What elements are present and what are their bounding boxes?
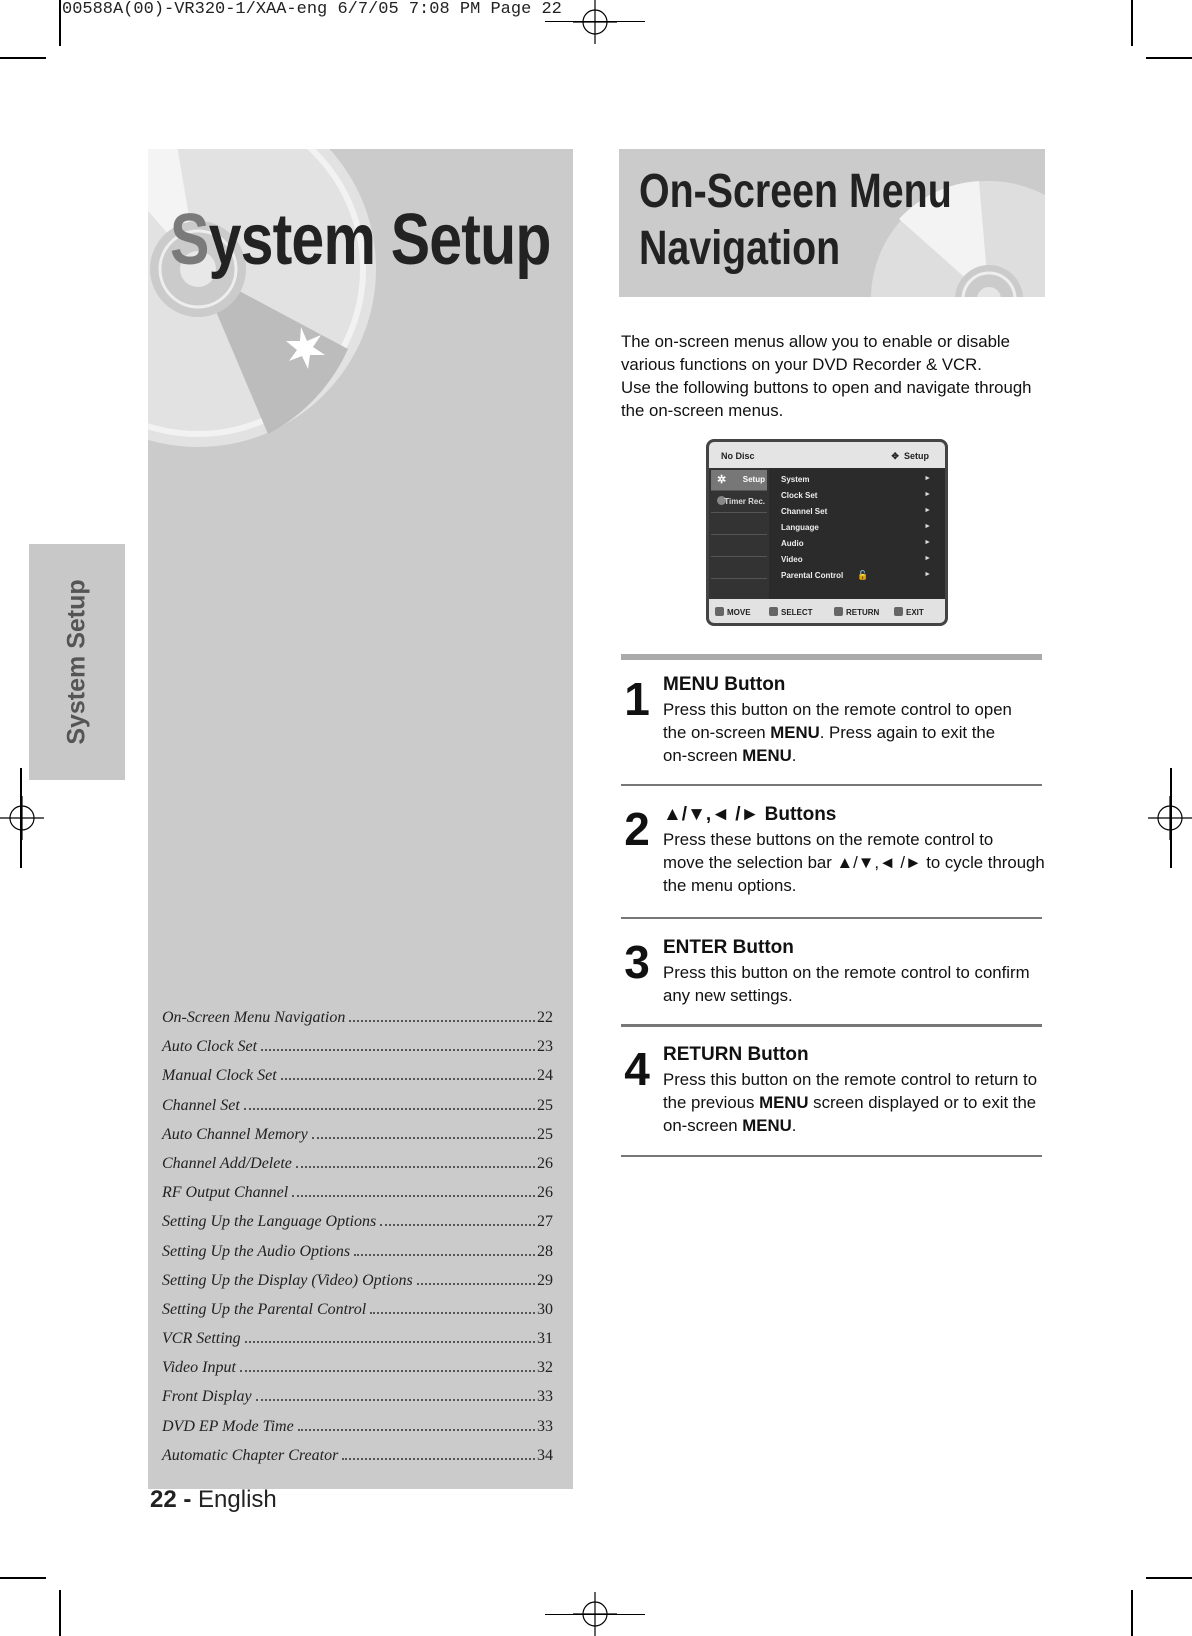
chapter-title [170, 199, 551, 281]
menu-footer-bar [709, 599, 945, 623]
menu-tab-timer[interactable]: Timer Rec. [711, 492, 767, 513]
registration-line [1170, 768, 1172, 868]
menu-item[interactable]: Audio ► [781, 539, 931, 548]
menu-tab-empty [711, 580, 767, 601]
arrow-right-icon: ► [924, 539, 931, 546]
enter-button-icon [769, 607, 778, 616]
move-button-icon [715, 607, 724, 616]
toc-entry[interactable]: Auto Channel Memory 25 [162, 1125, 553, 1143]
print-slug: 00588A(00)-VR320-1/XAA-eng 6/7/05 7:08 PM Page 22 [62, 0, 562, 19]
crop-mark [1131, 1590, 1133, 1636]
section-title-line2: Navigation [639, 222, 841, 275]
arrow-right-icon: ► [924, 571, 931, 578]
step-description: Press this button on the remote control to confirm any new settings. [663, 963, 1030, 1005]
registration-line [545, 1614, 645, 1615]
step-description: Press this button on the remote control to open the on-screen MENU. Press again to exit the on-screen MENU. [663, 700, 1012, 765]
arrow-right-icon: ► [924, 555, 931, 562]
arrow-right-icon: ► [924, 475, 931, 482]
menu-left-tabs [709, 468, 769, 599]
gear-icon: ✲ [717, 474, 727, 486]
side-tab-label: System Setup [62, 579, 91, 745]
exit-button-icon [894, 607, 903, 616]
toc-entry[interactable]: Setting Up the Parental Control 30 [162, 1300, 553, 1318]
step-divider [621, 1155, 1042, 1157]
step-number: 2 [624, 803, 650, 855]
page-language: English [198, 1486, 277, 1513]
registration-line [20, 768, 22, 868]
section-title [639, 163, 952, 277]
step-number: 3 [624, 936, 650, 988]
footer-return: RETURN [834, 607, 879, 617]
footer-select: SELECT [769, 607, 813, 617]
registration-mark-icon [573, 0, 617, 44]
menu-screenshot [706, 439, 948, 626]
crop-mark [1146, 1577, 1192, 1579]
toc-entry[interactable]: Channel Add/Delete 26 [162, 1154, 553, 1172]
toc-entry[interactable]: Channel Set 25 [162, 1096, 553, 1114]
menu-tab-setup[interactable]: ✲ Setup [711, 470, 767, 491]
chapter-title-initial: S [170, 200, 209, 280]
crop-mark [0, 1577, 46, 1579]
crop-mark [1131, 0, 1133, 46]
disc-status: No Disc [721, 451, 755, 461]
menu-item[interactable]: System ► [781, 475, 931, 484]
step-heading: RETURN Button [663, 1044, 809, 1065]
toc-entry[interactable]: Setting Up the Display (Video) Options 29 [162, 1271, 553, 1289]
menu-top-bar [709, 442, 945, 468]
toc-entry[interactable]: Setting Up the Language Options 27 [162, 1213, 553, 1231]
crop-mark [59, 0, 61, 46]
toc-entry[interactable]: VCR Setting 31 [162, 1330, 553, 1348]
step-heading: ENTER Button [663, 937, 794, 958]
menu-item[interactable]: Channel Set ► [781, 507, 931, 516]
table-of-contents [162, 1009, 553, 1476]
lock-icon: 🔓 [857, 570, 869, 580]
step-description: Press these buttons on the remote control to move the selection bar ▲/▼,◄ /► to cycle through the menu options. [663, 830, 1045, 895]
menu-breadcrumb: ✥ Setup [891, 451, 929, 461]
registration-line [545, 21, 645, 22]
menu-tab-empty [711, 536, 767, 557]
menu-item-list [769, 468, 948, 599]
menu-item[interactable]: Video ► [781, 555, 931, 564]
step-heading: ▲/▼,◄ /► Buttons [663, 804, 837, 825]
step-description: Press this button on the remote control to return to the previous MENU screen displayed or to exit the on-screen MENU. [663, 1070, 1038, 1135]
step-number: 1 [624, 673, 650, 725]
step-number: 4 [624, 1043, 650, 1095]
toc-entry[interactable]: RF Output Channel 26 [162, 1184, 553, 1202]
step-divider [621, 1024, 1042, 1027]
section-divider [621, 654, 1042, 660]
toc-entry[interactable]: Auto Clock Set 23 [162, 1038, 553, 1056]
step-heading: MENU Button [663, 674, 786, 695]
intro-paragraph: The on-screen menus allow you to enable or disable various functions on your DVD Recorder & VCR. Use the following buttons to open and navigate through the on-screen menus. [621, 332, 1032, 420]
menu-item[interactable]: Clock Set ► [781, 491, 931, 500]
chapter-panel [148, 149, 573, 1489]
toc-entry[interactable]: On-Screen Menu Navigation 22 [162, 1009, 553, 1026]
crop-mark [1146, 57, 1192, 59]
toc-entry[interactable]: Setting Up the Audio Options 28 [162, 1242, 553, 1260]
disc-graphic-icon [148, 149, 378, 449]
toc-entry[interactable]: Automatic Chapter Creator 34 [162, 1446, 553, 1464]
footer-exit: EXIT [894, 607, 924, 617]
section-side-tab [29, 544, 125, 780]
menu-item[interactable]: Language ► [781, 523, 931, 532]
move-icon: ✥ [891, 451, 899, 461]
toc-entry[interactable]: DVD EP Mode Time 33 [162, 1417, 553, 1435]
page-number: 22 - [150, 1486, 192, 1513]
page-footer [150, 1486, 277, 1514]
menu-item[interactable]: Parental Control 🔓 ► [781, 570, 931, 580]
step-divider [621, 917, 1042, 919]
crop-mark [0, 57, 46, 59]
toc-entry[interactable]: Manual Clock Set 24 [162, 1067, 553, 1085]
arrow-right-icon: ► [924, 523, 931, 530]
step-divider [621, 784, 1042, 786]
chapter-title-rest: ystem Setup [208, 200, 551, 280]
arrow-right-icon: ► [924, 491, 931, 498]
section-title-line1: On-Screen Menu [639, 165, 952, 218]
footer-move: MOVE [715, 607, 751, 617]
menu-tab-empty [711, 514, 767, 535]
crop-mark [59, 1590, 61, 1636]
return-button-icon [834, 607, 843, 616]
arrow-right-icon: ► [924, 507, 931, 514]
toc-entry[interactable]: Front Display 33 [162, 1388, 553, 1406]
toc-entry[interactable]: Video Input 32 [162, 1359, 553, 1377]
registration-mark-icon [0, 796, 44, 840]
menu-tab-empty [711, 558, 767, 579]
section-title-box [619, 149, 1045, 297]
